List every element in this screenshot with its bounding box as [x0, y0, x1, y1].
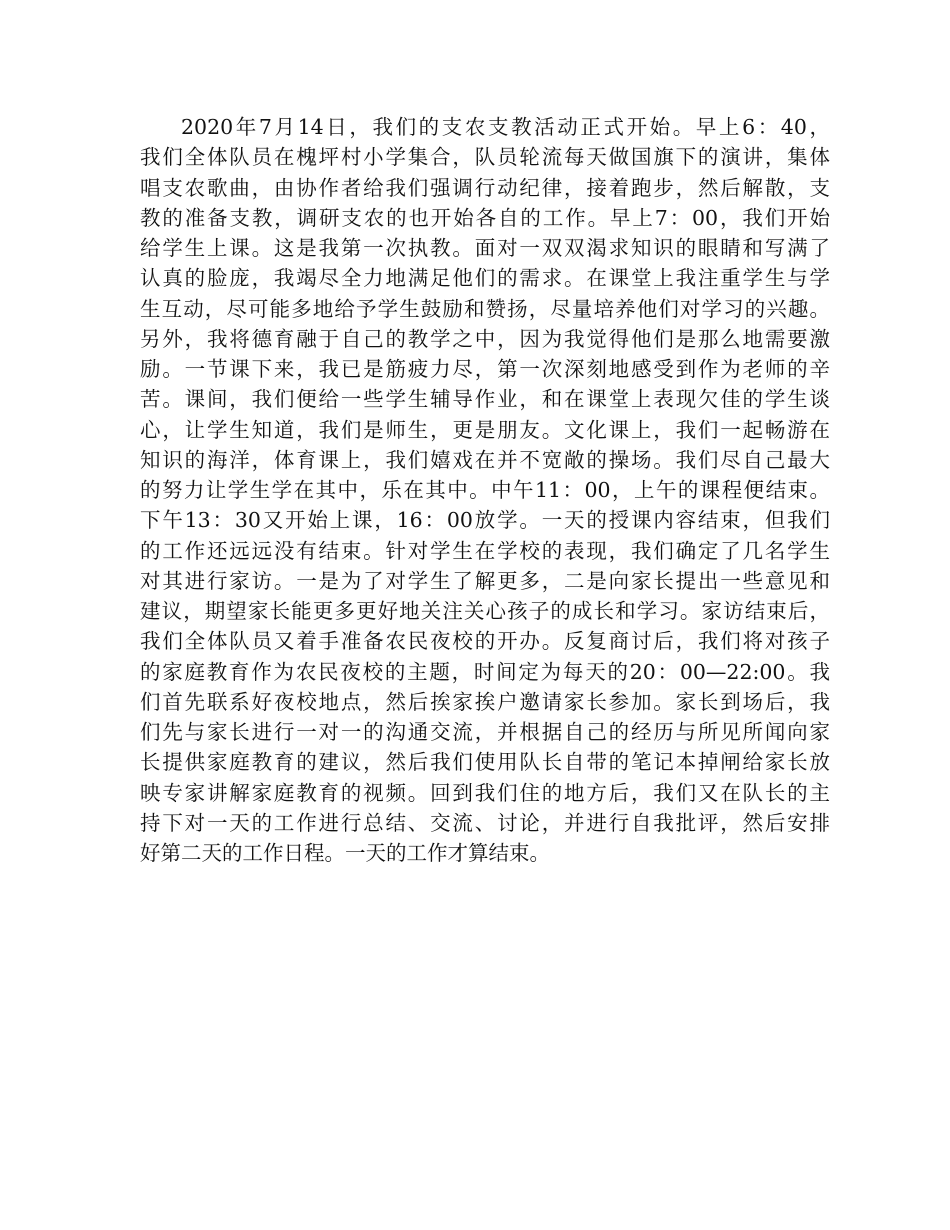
paragraph-line: 们先与家长进行一对一的沟通交流，并根据自己的经历与所见所闻向家 [140, 720, 830, 744]
paragraph-line: 唱支农歌曲，由协作者给我们强调行动纪律，接着跑步，然后解散，支 [140, 175, 830, 200]
paragraph-line: 励。一节课下来，我已是筋疲力尽，第一次深刻地感受到作为老师的辛 [140, 357, 830, 381]
paragraph-line: 们首先联系好夜校地点，然后挨家挨户邀请家长参加。家长到场后，我 [140, 689, 830, 714]
paragraph-line: 我们全体队员又着手准备农民夜校的开办。反复商讨后，我们将对孩子 [140, 629, 830, 654]
paragraph-line: 的工作还远远没有结束。针对学生在学校的表现，我们确定了几名学生 [140, 538, 830, 563]
paragraph-line: 的家庭教育作为农民夜校的主题，时间定为每天的20：00—22:00。我 [140, 659, 830, 684]
paragraph-line: 知识的海洋，体育课上，我们嬉戏在并不宽敞的操场。我们尽自己最大 [140, 447, 830, 472]
paragraph-line: 的努力让学生学在其中，乐在其中。中午11：00，上午的课程便结束。 [140, 478, 830, 502]
paragraph-line: 苦。课间，我们便给一些学生辅导作业，和在课堂上表现欠佳的学生谈 [140, 387, 830, 412]
paragraph-line: 长提供家庭教育的建议，然后我们使用队长自带的笔记本掉闸给家长放 [140, 750, 830, 775]
paragraph-line: 映专家讲解家庭教育的视频。回到我们住的地方后，我们又在队长的主 [140, 780, 830, 805]
paragraph-line: 给学生上课。这是我第一次执教。面对一双双渴求知识的眼睛和写满了 [140, 236, 830, 260]
paragraph-line: 心，让学生知道，我们是师生，更是朋友。文化课上，我们一起畅游在 [140, 417, 830, 442]
paragraph-line: 建议，期望家长能更多更好地关注关心孩子的成长和学习。家访结束后， [140, 599, 830, 623]
paragraph-line: 我们全体队员在槐坪村小学集合，队员轮流每天做国旗下的演讲，集体 [140, 145, 830, 170]
body-paragraph [140, 112, 830, 868]
paragraph-line: 下午13：30又开始上课，16：00放学。一天的授课内容结束，但我们 [140, 508, 830, 533]
paragraph-line: 好第二天的工作日程。一天的工作才算结束。 [140, 841, 550, 865]
paragraph-line: 持下对一天的工作进行总结、交流、讨论，并进行自我批评，然后安排 [140, 810, 830, 835]
paragraph-line: 生互动，尽可能多地给予学生鼓励和赞扬，尽量培养他们对学习的兴趣。 [140, 296, 830, 321]
paragraph-line: 对其进行家访。一是为了对学生了解更多，二是向家长提出一些意见和 [140, 568, 830, 593]
paragraph-line: 另外，我将德育融于自己的教学之中，因为我觉得他们是那么地需要激 [140, 326, 830, 351]
paragraph-line: 教的准备支教，调研支农的也开始各自的工作。早上7：00，我们开始 [140, 205, 830, 230]
paragraph-line: 认真的脸庞，我竭尽全力地满足他们的需求。在课堂上我注重学生与学 [140, 266, 830, 291]
paragraph-line: 2020年7月14日，我们的支农支教活动正式开始。早上6：40， [181, 115, 830, 139]
